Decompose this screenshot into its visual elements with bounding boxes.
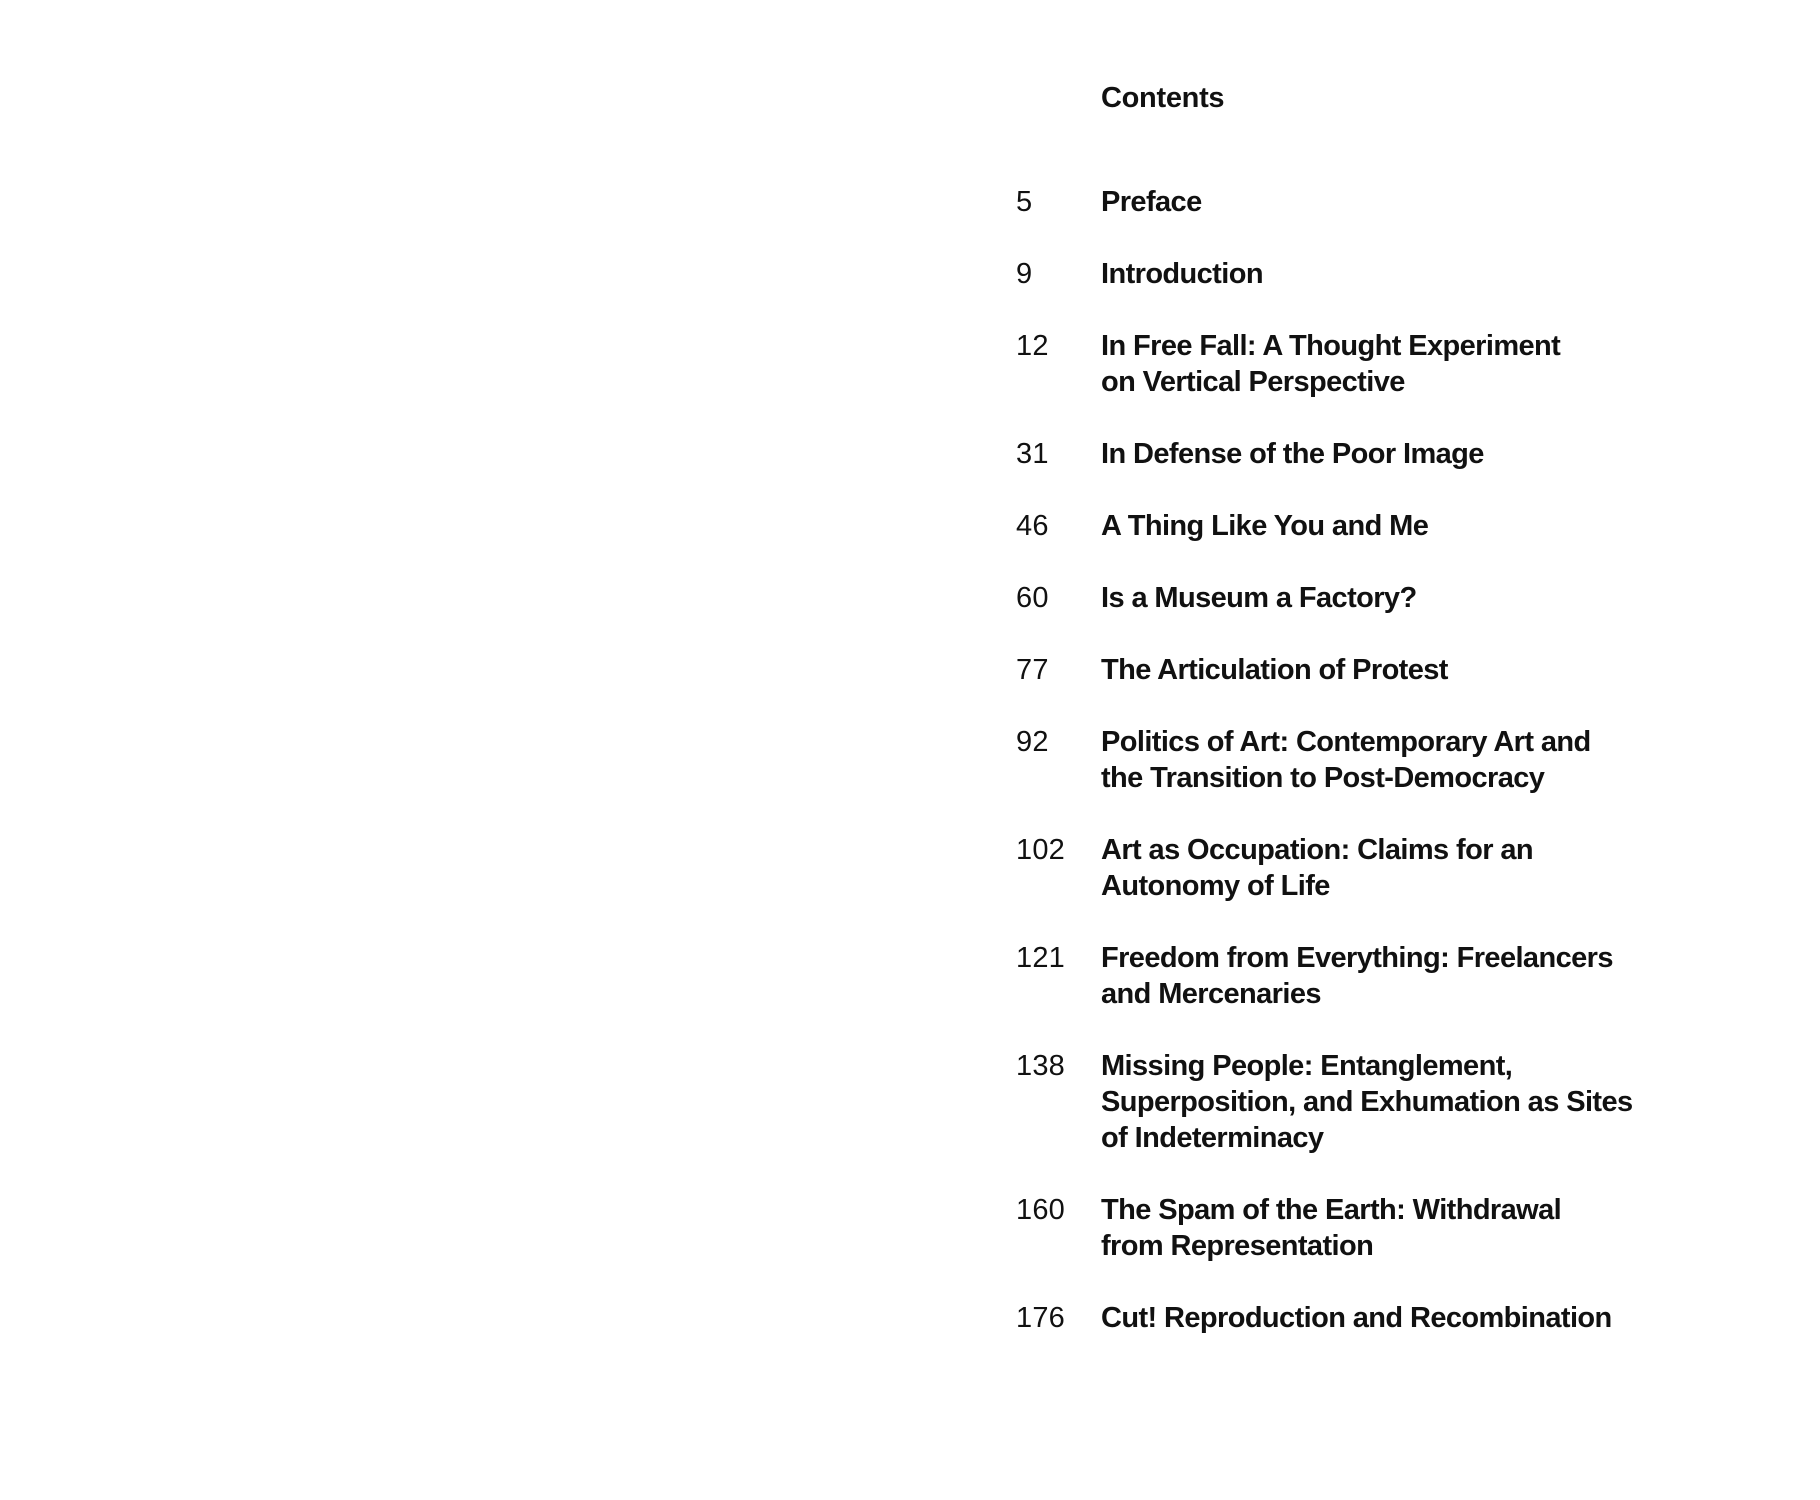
toc-entry-politics-of-art (1016, 724, 1776, 796)
chapter-title (1101, 328, 1671, 400)
chapter-title-line: Is a Museum a Factory? (1101, 582, 1417, 614)
page-number: 46 (1016, 510, 1049, 542)
chapter-title-line: Superposition, and Exhumation as Sites (1101, 1086, 1633, 1118)
chapter-title (1101, 184, 1671, 220)
chapter-title-line: the Transition to Post-Democracy (1101, 762, 1545, 794)
chapter-title-line: of Indeterminacy (1101, 1122, 1324, 1154)
chapter-title (1101, 436, 1671, 472)
chapter-title (1101, 580, 1671, 616)
page-number: 9 (1016, 258, 1033, 290)
chapter-title-line: The Spam of the Earth: Withdrawal (1101, 1194, 1562, 1226)
page-number: 77 (1016, 654, 1049, 686)
chapter-title (1101, 256, 1671, 292)
toc-entry-poor-image (1016, 436, 1776, 472)
toc-entry-in-free-fall (1016, 328, 1776, 400)
table-of-contents (1016, 184, 1776, 1372)
page-number: 60 (1016, 582, 1049, 614)
contents-heading: Contents (1101, 82, 1225, 114)
chapter-title-line: Introduction (1101, 258, 1263, 290)
page-number: 31 (1016, 438, 1049, 470)
chapter-title (1101, 508, 1671, 544)
chapter-title (1101, 1048, 1671, 1156)
toc-entry-spam-of-the-earth (1016, 1192, 1776, 1264)
page-number: 176 (1016, 1302, 1065, 1334)
chapter-title-line: In Free Fall: A Thought Experiment (1101, 330, 1561, 362)
chapter-title-line: Autonomy of Life (1101, 870, 1330, 902)
chapter-title-line: Art as Occupation: Claims for an (1101, 834, 1533, 866)
chapter-title-line: on Vertical Perspective (1101, 366, 1405, 398)
chapter-title-line: In Defense of the Poor Image (1101, 438, 1484, 470)
chapter-title-line: Missing People: Entanglement, (1101, 1050, 1513, 1082)
toc-entry-museum-factory (1016, 580, 1776, 616)
page-number: 92 (1016, 726, 1049, 758)
page-number: 5 (1016, 186, 1033, 218)
chapter-title (1101, 940, 1671, 1012)
chapter-title (1101, 1192, 1671, 1264)
chapter-title-line: and Mercenaries (1101, 978, 1321, 1010)
chapter-title (1101, 724, 1671, 796)
page-number: 121 (1016, 942, 1065, 974)
chapter-title (1101, 832, 1671, 904)
toc-entry-cut-reproduction (1016, 1300, 1776, 1336)
toc-entry-freedom-from-everything (1016, 940, 1776, 1012)
chapter-title-line: Politics of Art: Contemporary Art and (1101, 726, 1591, 758)
chapter-title-line: from Representation (1101, 1230, 1374, 1262)
toc-entry-missing-people (1016, 1048, 1776, 1156)
chapter-title-line: The Articulation of Protest (1101, 654, 1448, 686)
chapter-title (1101, 652, 1671, 688)
toc-entry-preface (1016, 184, 1776, 220)
toc-entry-art-as-occupation (1016, 832, 1776, 904)
toc-entry-articulation-protest (1016, 652, 1776, 688)
chapter-title-line: A Thing Like You and Me (1101, 510, 1429, 542)
toc-entry-thing-like-you (1016, 508, 1776, 544)
chapter-title-line: Cut! Reproduction and Recombination (1101, 1302, 1612, 1334)
page-number: 102 (1016, 834, 1065, 866)
chapter-title-line: Freedom from Everything: Freelancers (1101, 942, 1613, 974)
chapter-title-line: Preface (1101, 186, 1202, 218)
page-number: 138 (1016, 1050, 1065, 1082)
chapter-title (1101, 1300, 1671, 1336)
page-number: 12 (1016, 330, 1049, 362)
page-number: 160 (1016, 1194, 1065, 1226)
toc-entry-introduction (1016, 256, 1776, 292)
